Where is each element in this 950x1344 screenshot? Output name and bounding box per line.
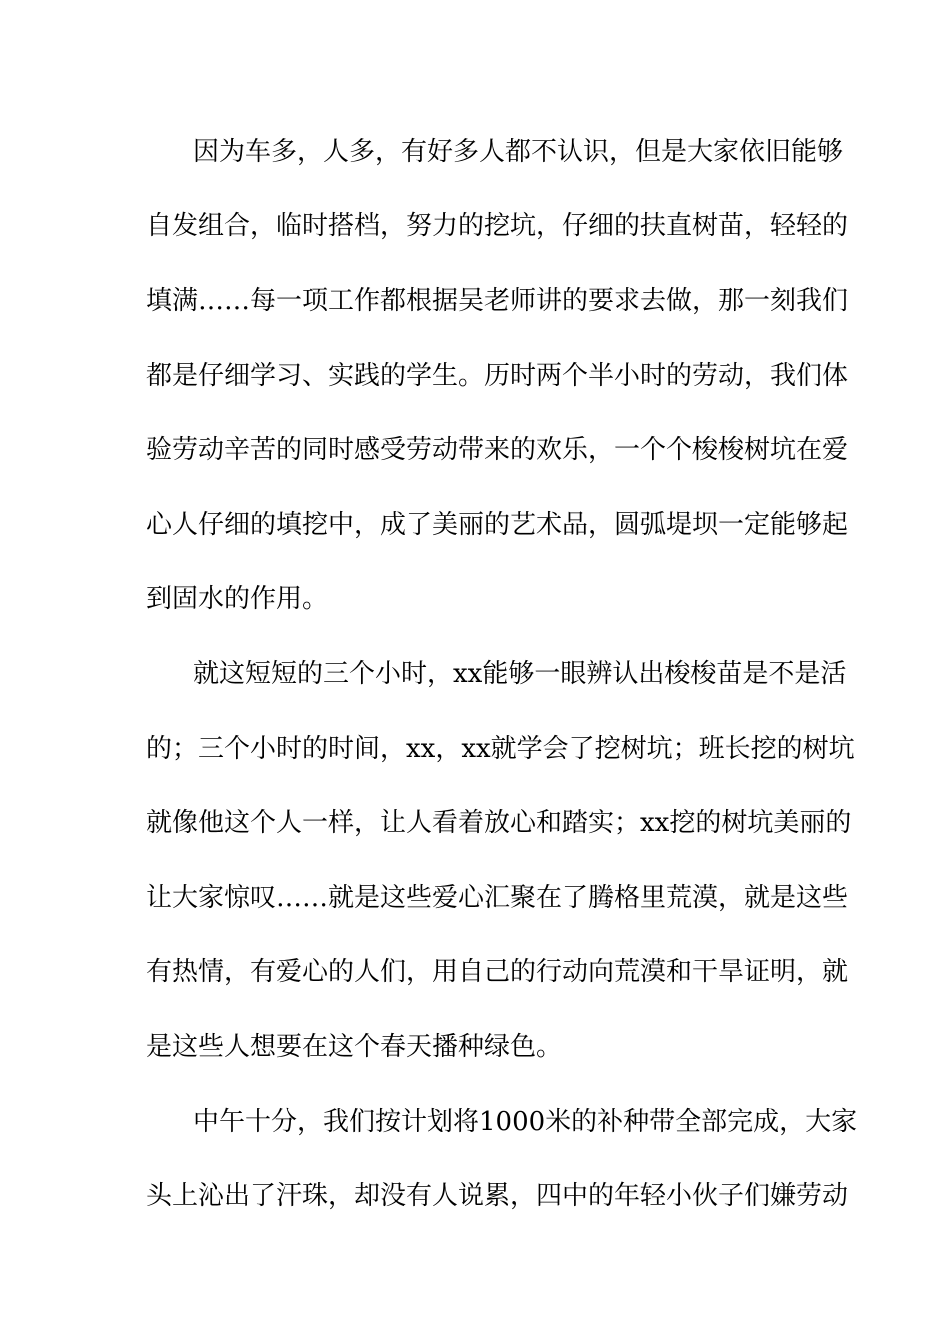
paragraph-1-line-5: 验劳动辛苦的同时感受劳动带来的欢乐，一个个梭梭树坑在爱 xyxy=(146,435,849,465)
paragraph-1-line-4: 都是仔细学习、实践的学生。历时两个半小时的劳动，我们体 xyxy=(146,361,849,391)
paragraph-1-line-7: 到固水的作用。 xyxy=(146,584,329,614)
paragraph-2-line-6: 是这些人想要在这个春天播种绿色。 xyxy=(146,1032,563,1062)
paragraph-3-line-1: 中午十分，我们按计划将1000米的补种带全部完成，大家 xyxy=(193,1107,858,1137)
paragraph-2-line-2: 的；三个小时的时间，xx，xx就学会了挖树坑；班长挖的树坑 xyxy=(146,734,855,764)
paragraph-2-line-1: 就这短短的三个小时，xx能够一眼辨认出梭梭苗是不是活 xyxy=(193,659,847,689)
paragraph-1-line-3: 填满……每一项工作都根据吴老师讲的要求去做，那一刻我们 xyxy=(146,286,849,316)
paragraph-2-line-5: 有热情，有爱心的人们，用自己的行动向荒漠和干旱证明，就 xyxy=(146,957,849,987)
paragraph-3-line-2: 头上沁出了汗珠，却没有人说累，四中的年轻小伙子们嫌劳动 xyxy=(146,1181,849,1211)
paragraph-2-line-4: 让大家惊叹……就是这些爱心汇聚在了腾格里荒漠，就是这些 xyxy=(146,883,849,913)
paragraph-2-line-3: 就像他这个人一样，让人看着放心和踏实；xx挖的树坑美丽的 xyxy=(146,808,852,838)
paragraph-1-line-6: 心人仔细的填挖中，成了美丽的艺术品，圆弧堤坝一定能够起 xyxy=(146,510,849,540)
paragraph-1-line-1: 因为车多，人多，有好多人都不认识，但是大家依旧能够 xyxy=(193,137,844,167)
paragraph-1-line-2: 自发组合，临时搭档，努力的挖坑，仔细的扶直树苗，轻轻的 xyxy=(146,211,849,241)
